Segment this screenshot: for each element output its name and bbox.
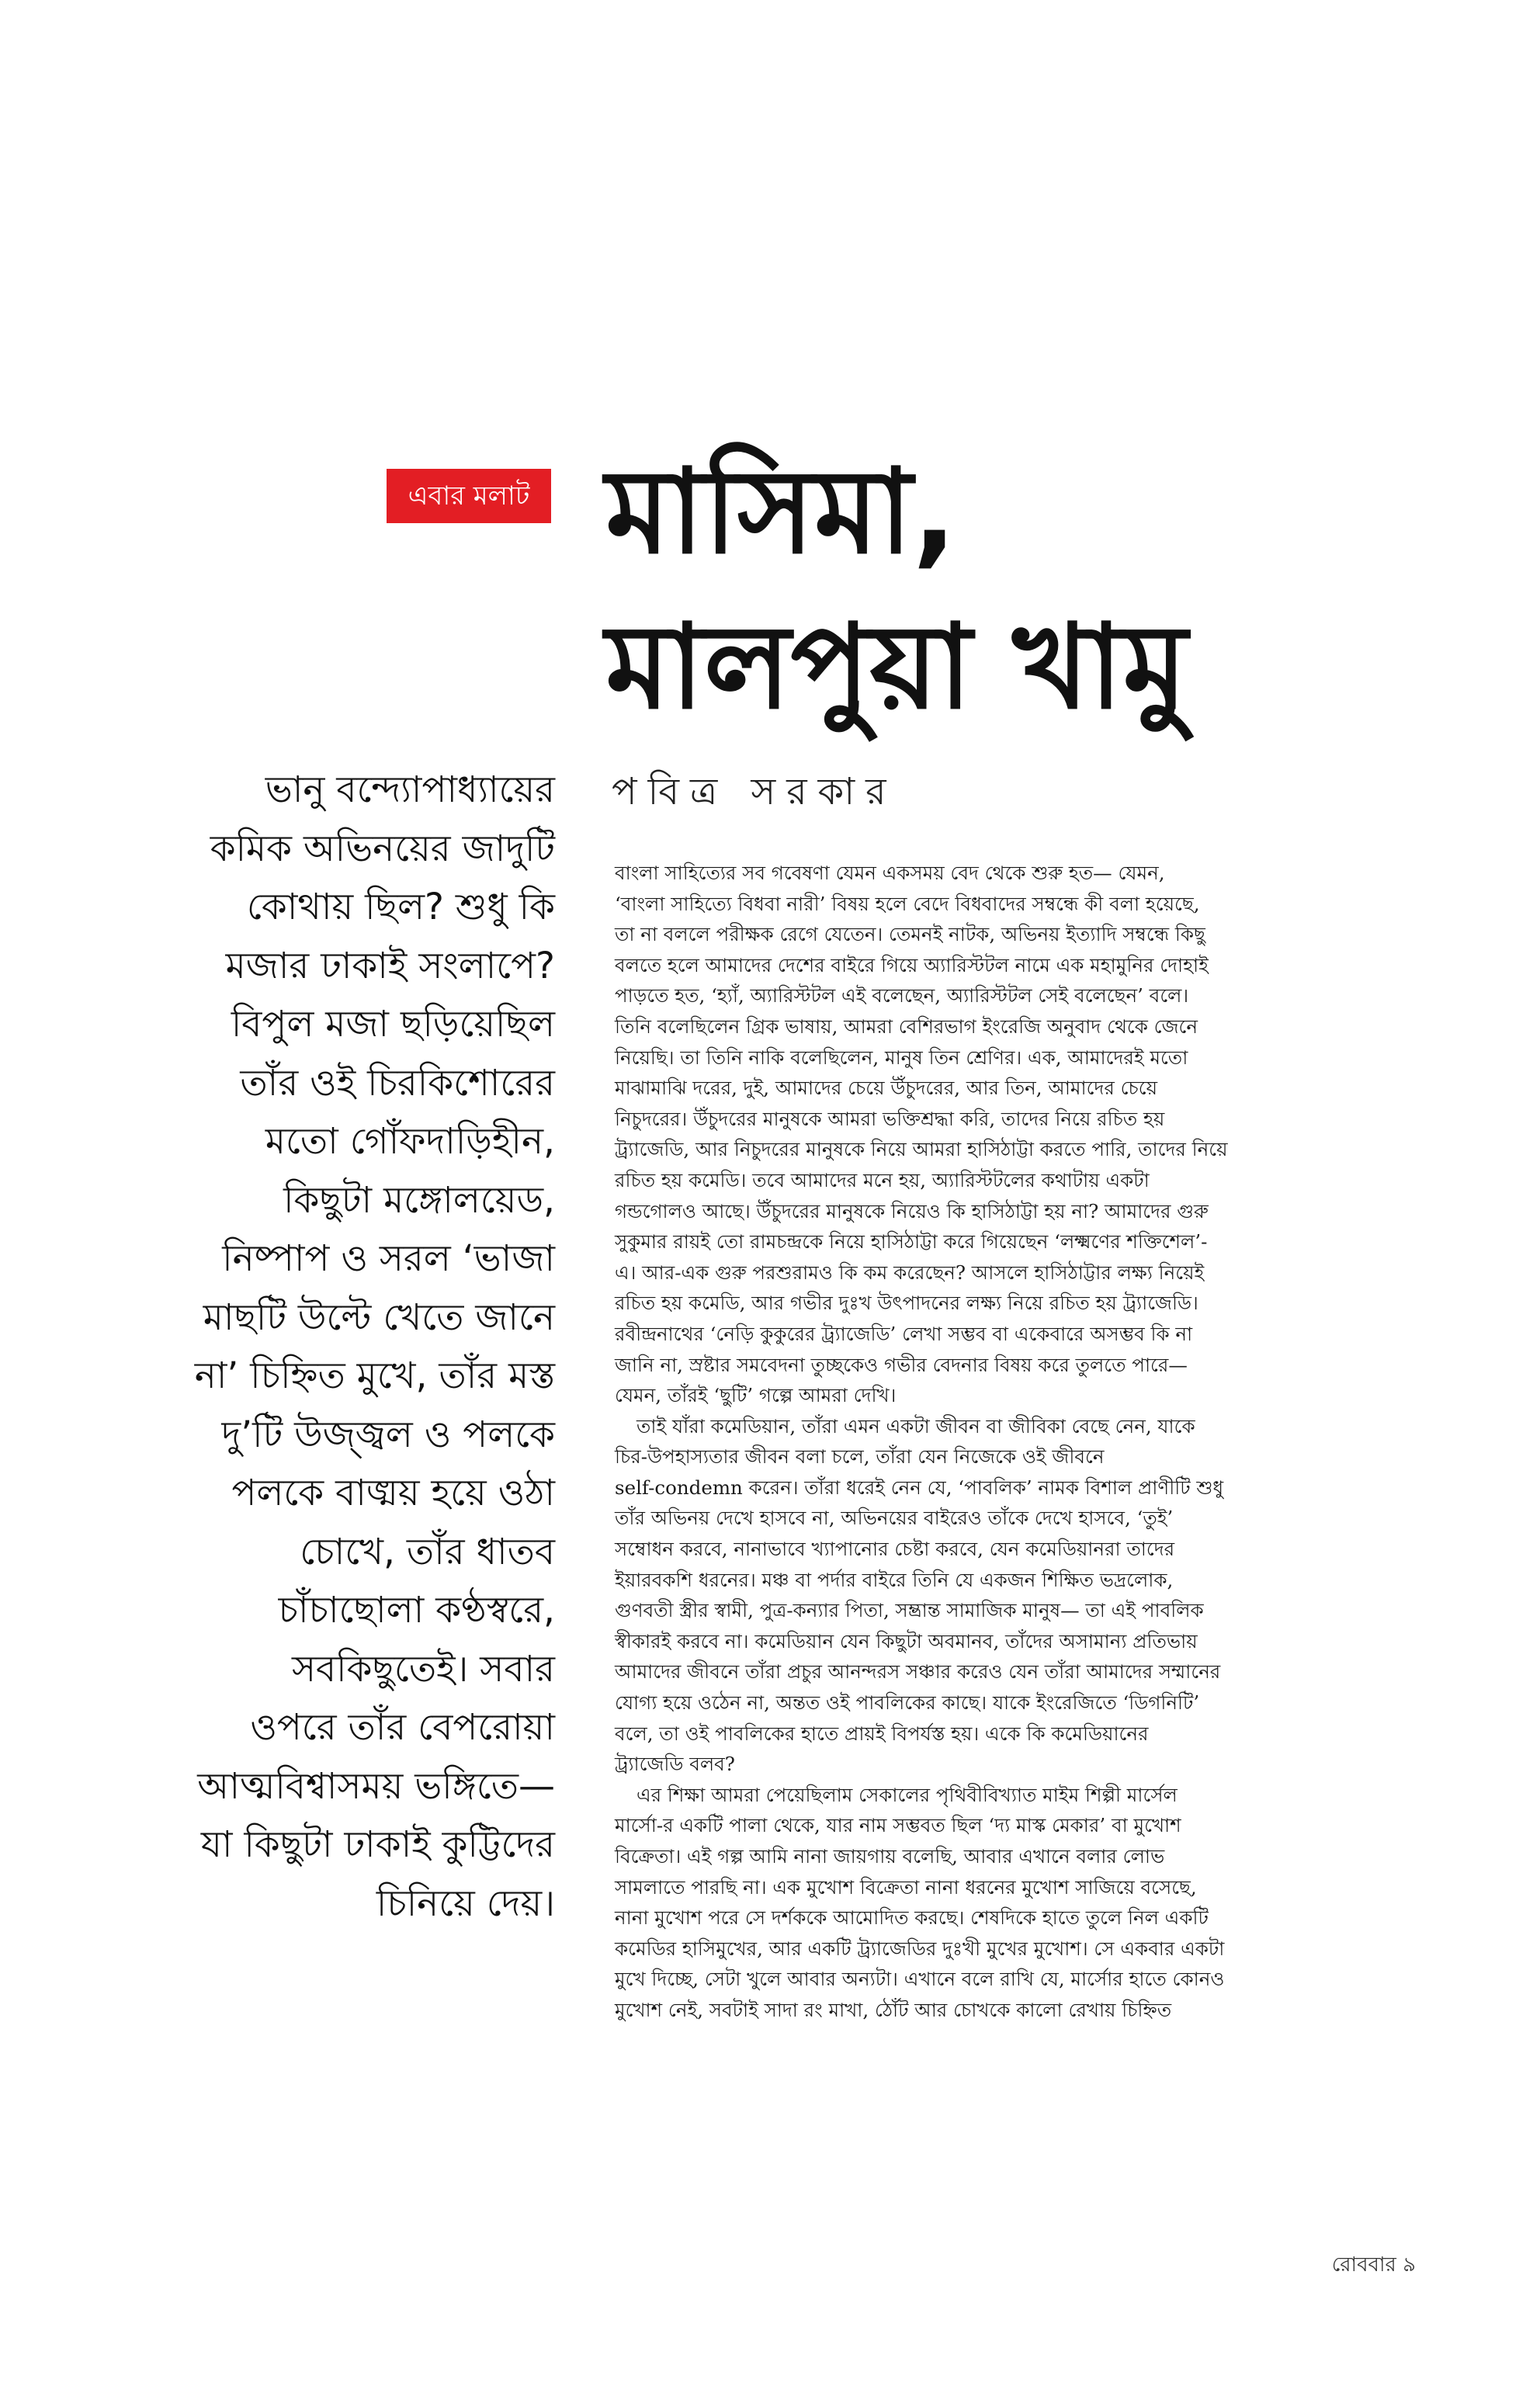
pull-quote-line: যা কিছুটা ঢাকাই কুট্টিদের [200, 1823, 555, 1866]
body-line: বলে, তা ওই পাবলিকের হাতে প্রায়ই বিপর্যস্ত হয়। একে কি কমেডিয়ানের [615, 1722, 1149, 1745]
pull-quote-line: চাঁচাছোলা কণ্ঠস্বরে, [278, 1589, 555, 1632]
body-line: সামলাতে পারছি না। এক মুখোশ বিক্রেতা নানা ধরনের মুখোশ সাজিয়ে বসেছে, [615, 1875, 1197, 1899]
pull-quote-line: বিপুল মজা ছড়িয়েছিল [231, 1003, 555, 1046]
body-line: আমাদের জীবনে তাঁরা প্রচুর আনন্দরস সঞ্চার করেও যেন তাঁরা আমাদের সম্মানের [615, 1660, 1221, 1684]
body-line: নিচুদরের। উঁচুদরের মানুষকে আমরা ভক্তিশ্রদ্ধা করি, তাদের নিয়ে রচিত হয় [615, 1107, 1165, 1130]
section-tag: এবার মলাট [387, 469, 551, 523]
body-line: নিয়েছি। তা তিনি নাকি বলেছিলেন, মানুষ তিন শ্রেণির। এক, আমাদেরই মতো [615, 1046, 1188, 1069]
article-title [605, 435, 1498, 745]
body-line: যোগ্য হয়ে ওঠেন না, অন্তত ওই পাবলিকের কাছে। যাকে ইংরেজিতে ‘ডিগনিটি’ [615, 1691, 1200, 1715]
pull-quote-line: সবকিছুতেই। সবার [291, 1647, 555, 1691]
body-line: মার্সো-র একটি পালা থেকে, যার নাম সম্ভবত ছিল ‘দ্য মাস্ক মেকার’ বা মুখোশ [615, 1814, 1181, 1837]
body-line: কমেডির হাসিমুখের, আর একটি ট্র্যাজেডির দুঃখী মুখের মুখোশ। সে একবার একটা [615, 1937, 1225, 1960]
page-folio: রোববার ৯ [1331, 2253, 1416, 2277]
pull-quote-line: পলকে বাঙ্ময় হয়ে ওঠা [231, 1472, 555, 1514]
pull-quote-line: ওপরে তাঁর বেপরোয়া [250, 1706, 555, 1749]
pull-quote-line: দু’টি উজ্জ্বল ও পলকে [221, 1413, 555, 1456]
body-line: রচিত হয় কমেডি, আর গভীর দুঃখ উৎপাদনের লক্ষ্য নিয়ে রচিত হয় ট্র্যাজেডি। [615, 1292, 1198, 1315]
body-line: ট্র্যাজেডি, আর নিচুদরের মানুষকে নিয়ে আমরা হাসিঠাট্টা করতে পারি, তাদের নিয়ে [615, 1138, 1228, 1161]
body-line: মুখে দিচ্ছে, সেটা খুলে আবার অন্যটা। এখানে বলে রাখি যে, মার্সোর হাতে কোনও [615, 1968, 1225, 1991]
body-line: চির-উপহাস্যতার জীবন বলা চলে, তাঁরা যেন নিজেকে ওই জীবনে [615, 1445, 1105, 1469]
body-line: self-condemn করেন। তাঁরা ধরেই নেন যে, ‘পাবলিক’ নামক বিশাল প্রাণীটি শুধু [615, 1476, 1224, 1499]
body-line: বিক্রেতা। এই গল্প আমি নানা জায়গায় বলেছি, আবার এখানে বলার লোভ [615, 1845, 1165, 1868]
body-line: সম্বোধন করবে, নানাভাবে খ্যাপানোর চেষ্টা করবে, যেন কমেডিয়ানরা তাদের [615, 1538, 1175, 1561]
article-body [615, 858, 1391, 2026]
body-line: তাই যাঁরা কমেডিয়ান, তাঁরা এমন একটা জীবন বা জীবিকা বেছে নেন, যাকে [636, 1414, 1195, 1438]
title-line-2: মালপুয়া খামু [605, 600, 1188, 735]
body-line: গন্ডগোলও আছে। উঁচুদরের মানুষকে নিয়েও কি হাসিঠাট্টা হয় না? আমাদের গুরু [615, 1199, 1209, 1223]
body-line: বলতে হলে আমাদের দেশের বাইরে গিয়ে অ্যারিস্টটল নামে এক মহামুনির দোহাই [615, 953, 1209, 976]
body-line: মুখোশ নেই, সবটাই সাদা রং মাখা, ঠোঁট আর চোখকে কালো রেখায় চিহ্নিত [615, 1998, 1172, 2021]
title-line-1: মাসিমা, [605, 445, 957, 580]
body-line: যেমন, তাঁরই ‘ছুটি’ গল্পে আমরা দেখি। [615, 1384, 897, 1407]
pull-quote-line: না’ চিহ্নিত মুখে, তাঁর মস্ত [194, 1354, 555, 1397]
body-line: গুণবতী স্ত্রীর স্বামী, পুত্র-কন্যার পিতা, সম্ভ্রান্ত সামাজিক মানুষ— তা এই পাবলিক [615, 1599, 1204, 1622]
body-line: সুকুমার রায়ই তো রামচন্দ্রকে নিয়ে হাসিঠাট্টা করে গিয়েছেন ‘লক্ষ্মণের শক্তিশেল’- [615, 1230, 1208, 1254]
pull-quote-line: কিছুটা মঙ্গোলয়েড, [283, 1178, 555, 1222]
pull-quote [116, 761, 555, 1933]
pull-quote-line: মতো গোঁফদাড়িহীন, [265, 1120, 555, 1163]
body-line: এর শিক্ষা আমরা পেয়েছিলাম সেকালের পৃথিবীবিখ্যাত মাইম শিল্পী মার্সেল [636, 1783, 1178, 1806]
body-line: পাড়তে হত, ‘হ্যাঁ, অ্যারিস্টটল এই বলেছেন, অ্যারিস্টটল সেই বলেছেন’ বলে। [615, 984, 1189, 1007]
body-line: তাঁর অভিনয় দেখে হাসবে না, অভিনয়ের বাইরেও তাঁকে দেখে হাসবে, ‘তুই’ [615, 1507, 1174, 1530]
pull-quote-line: নিষ্পাপ ও সরল ‘ভাজা [222, 1237, 555, 1280]
body-line: রচিত হয় কমেডি। তবে আমাদের মনে হয়, অ্যারিস্টটলের কথাটায় একটা [615, 1168, 1150, 1191]
body-line: বাংলা সাহিত্যের সব গবেষণা যেমন একসময় বেদ থেকে শুরু হত— যেমন, [615, 862, 1165, 884]
body-line: তিনি বলেছিলেন গ্রিক ভাষায়, আমরা বেশিরভাগ ইংরেজি অনুবাদ থেকে জেনে [615, 1014, 1198, 1038]
body-line: রবীন্দ্রনাথের ‘নেড়ি কুকুরের ট্র্যাজেডি’ লেখা সম্ভব বা একেবারে অসম্ভব কি না [615, 1322, 1193, 1345]
pull-quote-line: আত্মবিশ্বাসময় ভঙ্গিতে— [197, 1764, 555, 1808]
body-line: মাঝামাঝি দরের, দুই, আমাদের চেয়ে উঁচুদরের, আর তিন, আমাদের চেয়ে [615, 1077, 1158, 1100]
pull-quote-line: তাঁর ওই চিরকিশোরের [240, 1061, 555, 1105]
pull-quote-line: কমিক অভিনয়ের জাদুটি [210, 827, 555, 870]
pull-quote-line: মাছটি উল্টে খেতে জানে [203, 1295, 555, 1339]
pull-quote-line: ভানু বন্দ্যোপাধ্যায়ের [265, 768, 555, 811]
body-line: স্বীকারই করবে না। কমেডিয়ান যেন কিছুটা অবমানব, তাঁদের অসামান্য প্রতিভায় [615, 1629, 1198, 1653]
author-byline: পবিত্র সরকার [612, 770, 897, 813]
body-line: এ। আর-এক গুরু পরশুরামও কি কম করেছেন? আসলে হাসিঠাট্টার লক্ষ্য নিয়েই [615, 1261, 1205, 1284]
pull-quote-line: চিনিয়ে দেয়। [376, 1881, 555, 1925]
body-line: ট্র্যাজেডি বলব? [615, 1753, 735, 1776]
pull-quote-line: চোখে, তাঁর ধাতব [300, 1530, 555, 1573]
body-line: নানা মুখোশ পরে সে দর্শককে আমোদিত করছে। শেষদিকে হাতে তুলে নিল একটি [615, 1906, 1209, 1930]
pull-quote-line: মজার ঢাকাই সংলাপে? [225, 944, 555, 987]
body-line: ‘বাংলা সাহিত্যে বিধবা নারী’ বিষয় হলে বেদে বিধবাদের সম্বন্ধে কী বলা হয়েছে, [615, 892, 1200, 915]
body-line: ইয়ারবকশি ধরনের। মঞ্চ বা পর্দার বাইরে তিনি যে একজন শিক্ষিত ভদ্রলোক, [615, 1568, 1174, 1591]
pull-quote-line: কোথায় ছিল? শুধু কি [246, 886, 555, 928]
body-line: জানি না, স্রষ্টার সমবেদনা তুচ্ছকেও গভীর বেদনার বিষয় করে তুলতে পারে— [615, 1353, 1188, 1376]
body-line: তা না বললে পরীক্ষক রেগে যেতেন। তেমনই নাটক, অভিনয় ইত্যাদি সম্বন্ধে কিছু [615, 923, 1205, 946]
